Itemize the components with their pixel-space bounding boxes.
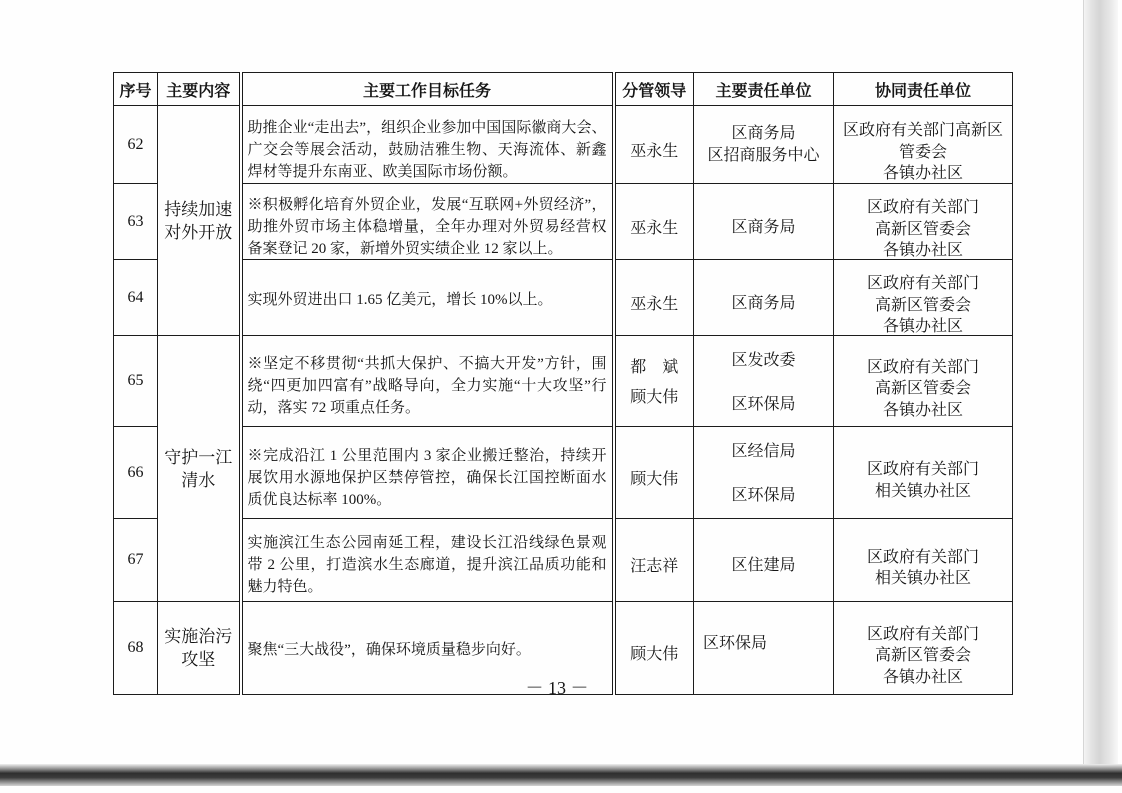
leader-list [616,556,694,578]
responsible-unit-cell [694,519,834,602]
cooperating-unit-cell [834,184,1013,260]
responsible-unit: 区环保局 [731,396,796,413]
leader-cell [614,602,694,695]
responsible-unit: 区经信局 [731,443,796,460]
cooperating-unit-list [834,547,1012,590]
cooperating-unit: 区政府有关部门 [866,358,979,376]
responsible-unit-cell [694,336,834,427]
cooperating-unit: 区政府有关部门 [866,625,979,643]
cooperating-unit: 高新区管委会 [874,380,971,398]
task-cell [241,336,614,427]
task-cell [241,260,614,336]
responsible-unit: 区商务局 [731,294,796,312]
main-content-label: 守护一江清水 [164,447,233,490]
task-text: 实现外贸进出口 1.65 亿美元，增长 10%以上。 [247,291,553,308]
task-table [113,72,1013,695]
cooperating-unit: 高新区管委会 [874,296,971,314]
cooperating-unit: 各镇办社区 [882,242,963,260]
leader-list [616,353,694,413]
cooperating-unit-cell [834,519,1013,602]
leader-name: 顾大伟 [630,646,679,663]
leader-list [616,644,694,666]
row-number: 64 [114,260,158,336]
row-number: 65 [114,336,158,427]
leader-name: 巫永生 [630,295,679,313]
responsible-unit: 区商务局 [731,218,796,236]
row-number: 68 [114,602,158,695]
scan-bottom-shadow [0,764,1122,786]
cooperating-unit: 区政府有关部门 [866,461,979,478]
leader-cell [614,106,694,184]
table-header-row [114,73,1013,106]
leader-list [616,141,694,163]
responsible-unit-list [694,123,833,167]
responsible-unit-cell [694,427,834,519]
responsible-unit: 区住建局 [731,557,796,574]
leader-name: 顾大伟 [630,389,679,406]
cooperating-unit: 区政府有关部门 [866,548,979,566]
header-number: 序号 [114,73,158,106]
main-content-label: 持续加速对外开放 [164,199,233,242]
cooperating-unit-list [834,459,1012,502]
leader-name: 都 斌 [630,359,679,376]
cooperating-unit-cell [834,336,1013,427]
cooperating-unit-cell [834,427,1013,519]
header-main-content: 主要内容 [158,73,241,106]
cooperating-unit: 各镇办社区 [882,401,963,419]
responsible-unit-list [694,350,833,416]
table-row [114,336,1013,427]
cooperating-unit: 区政府有关部门高新区 [842,122,1003,140]
table-row [114,427,1013,519]
responsible-unit-cell [694,184,834,260]
leader-cell [614,519,694,602]
table-row [114,260,1013,336]
task-text: 实施滨江生态公园南延工程，建设长江沿线绿色景观带 2 公里，打造滨水生态廊道，提升滨江品质功能和魅力特色。 [247,535,607,595]
task-cell [241,427,614,519]
cooperating-unit-list [834,120,1012,185]
cooperating-unit-list [834,197,1012,262]
leader-name: 巫永生 [630,142,679,160]
main-content-cell [158,602,241,695]
cooperating-unit-list [834,357,1012,422]
responsible-unit-cell [694,106,834,184]
task-text: 聚焦“三大战役”，确保环境质量稳步向好。 [247,642,531,658]
leader-cell [614,184,694,260]
cooperating-unit-cell [834,602,1013,695]
leader-list [616,218,694,240]
cooperating-unit: 相关镇办社区 [874,482,971,500]
header-cooperating-unit: 协同责任单位 [834,73,1013,106]
cooperating-unit: 各镇办社区 [882,668,963,686]
responsible-unit: 区环保局 [703,635,768,652]
leader-cell [614,336,694,427]
main-content-cell [158,336,241,602]
table-row [114,519,1013,602]
cooperating-unit: 各镇办社区 [882,318,963,336]
table-row [114,184,1013,260]
responsible-unit-list [694,555,833,577]
cooperating-unit: 高新区管委会 [874,220,971,238]
cooperating-unit: 各镇办社区 [882,165,963,183]
responsible-unit-cell [694,260,834,336]
task-text: ※坚定不移贯彻“共抓大保护、不搞大开发”方针，围绕“四更加四富有”战略导向，全力实施“十大攻坚”行动，落实 72 项重点任务。 [247,356,607,416]
scan-edge-shadow [1083,0,1118,764]
header-leader: 分管领导 [614,73,694,106]
cooperating-unit: 高新区管委会 [874,647,971,665]
main-content-label: 实施治污攻坚 [164,627,233,669]
row-number: 66 [114,427,158,519]
responsible-unit: 区发改委 [731,352,796,369]
cooperating-unit-list [834,624,1012,689]
leader-name: 顾大伟 [630,470,679,488]
cooperating-unit: 管委会 [898,143,947,161]
row-number: 67 [114,519,158,602]
responsible-unit-list [694,441,833,507]
cooperating-unit: 相关镇办社区 [874,570,971,587]
task-cell [241,519,614,602]
task-cell [241,106,614,184]
responsible-unit-list [694,217,833,239]
responsible-unit: 区环保局 [731,487,796,504]
responsible-unit-list [694,293,833,315]
cooperating-unit-cell [834,260,1013,336]
leader-cell [614,260,694,336]
leader-name: 巫永生 [630,219,679,237]
task-text: ※完成沿江 1 公里范围内 3 家企业搬迁整治，持续开展饮用水源地保护区禁停管控，确保长江国控断面水质优良达标率 100%。 [247,447,607,508]
cooperating-unit-list [834,273,1012,338]
task-cell [241,184,614,260]
leader-name: 汪志祥 [630,558,679,575]
header-responsible-unit: 主要责任单位 [694,73,834,106]
task-text: 助推企业“走出去”，组织企业参加中国国际徽商大会、广交会等展会活动，鼓励洁雅生物、天海流体、新鑫焊材等提升东南亚、欧美国际市场份额。 [247,119,607,180]
page-number: － 13 － [525,678,589,698]
responsible-unit-cell [694,602,834,695]
leader-list [616,294,694,316]
table-row [114,106,1013,184]
responsible-unit-list [703,633,833,655]
task-text: ※积极孵化培育外贸企业，发展“互联网+外贸经济”，助推外贸市场主体稳增量，全年办理对外贸易经营权备案登记 20 家，新增外贸实绩企业 12 家以上。 [247,196,607,257]
leader-cell [614,427,694,519]
leader-list [616,469,694,491]
cooperating-unit: 区政府有关部门 [866,199,979,217]
header-task: 主要工作目标任务 [241,73,614,106]
main-content-cell [158,106,241,336]
responsible-unit: 区招商服务中心 [707,146,820,164]
row-number: 62 [114,106,158,184]
row-number: 63 [114,184,158,260]
responsible-unit: 区商务局 [731,124,796,142]
cooperating-unit-cell [834,106,1013,184]
cooperating-unit: 区政府有关部门 [866,275,979,293]
